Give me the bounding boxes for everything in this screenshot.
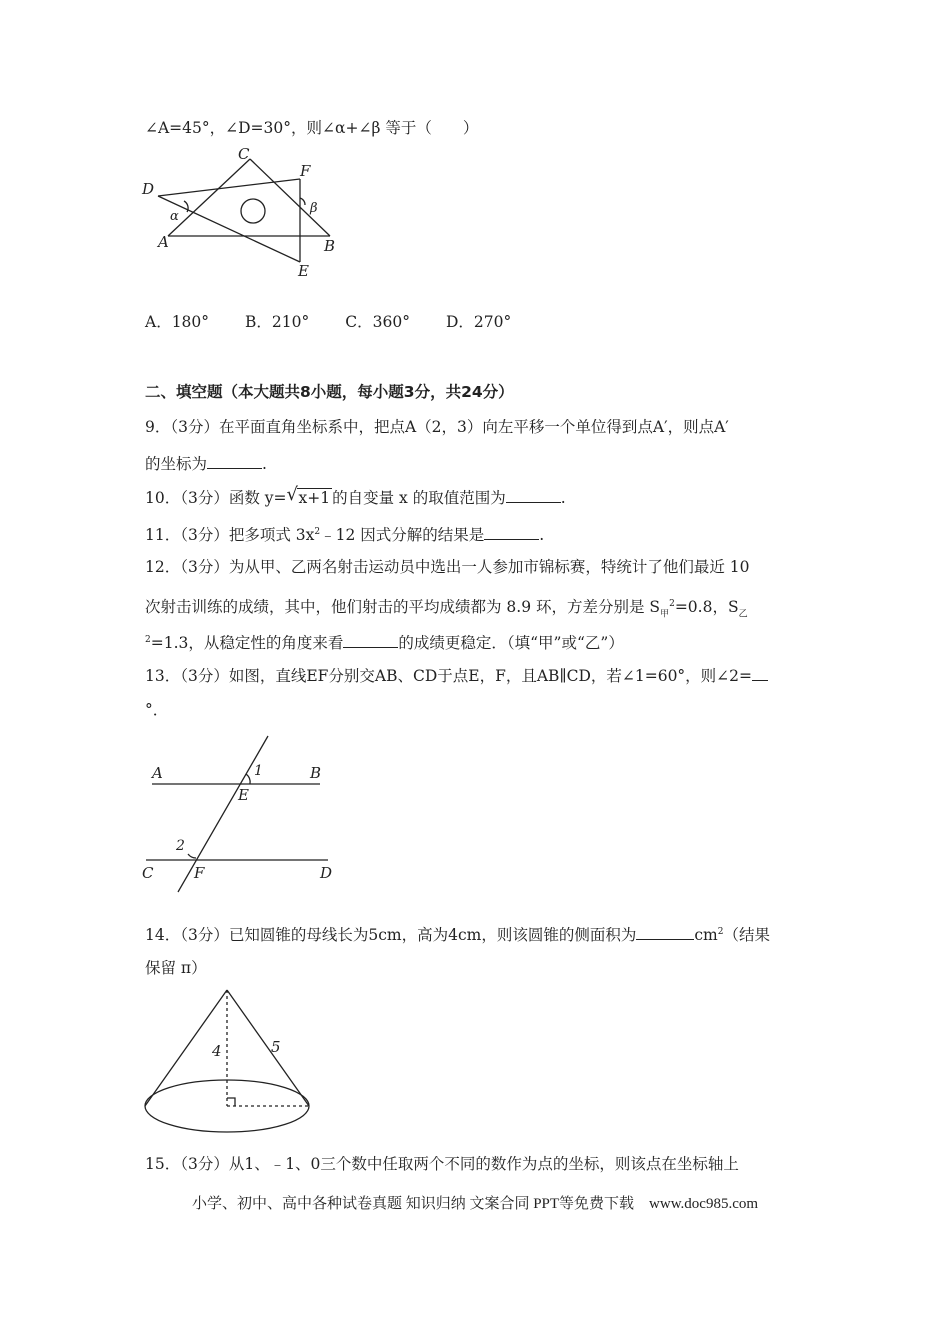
q10-answer-blank[interactable]: [506, 488, 561, 503]
q13-line1-text: 13．（3分）如图，直线EF分别交AB、CD于点E，F，且AB∥CD，若∠1=60°，则∠2=: [145, 667, 753, 685]
label-A: A: [152, 764, 163, 782]
q9-answer-blank[interactable]: [207, 454, 262, 469]
label-alpha: α: [170, 209, 179, 224]
label-E: E: [238, 786, 249, 804]
q14-answer-blank[interactable]: [636, 925, 694, 940]
option-c[interactable]: C．360°: [345, 313, 410, 331]
option-a[interactable]: A．180°: [145, 313, 210, 331]
label-beta: β: [310, 201, 318, 216]
q13-figure: [140, 732, 340, 902]
q12-line3-pre: =1.3，从稳定性的角度来看: [150, 634, 344, 653]
q8-stem: ∠A=45°，∠D=30°，则∠α+∠β 等于（ ）: [145, 119, 479, 137]
section-title: 二、填空题（本大题共8小题，每小题3分，共24分）: [145, 383, 514, 401]
q12-line2-mid: =0.8，S: [674, 598, 739, 617]
option-b[interactable]: B．210°: [245, 313, 310, 331]
q8-figure: [140, 145, 340, 280]
q9-line2-post: .: [262, 455, 267, 473]
q10-pre: 10．（3分）函数 y=: [145, 489, 287, 507]
q15-line1: 15．（3分）从1、﹣1、0三个数中任取两个不同的数作为点的坐标，则该点在坐标轴上: [145, 1155, 739, 1173]
option-d[interactable]: D．270°: [445, 313, 512, 331]
q11-end: .: [539, 526, 545, 545]
label-C: C: [142, 864, 154, 882]
q11-answer-blank[interactable]: [484, 525, 539, 540]
label-C: C: [238, 145, 250, 163]
q12-sup-yi: 2: [145, 635, 151, 645]
label-D: D: [142, 180, 155, 198]
q12-line2: [145, 594, 748, 624]
q14-cone-figure: [140, 986, 330, 1146]
q10-post: 的自变量 x 的取值范围为: [332, 489, 506, 507]
q11-post: ﹣12 因式分解的结果是: [320, 526, 485, 545]
q9-line2: [145, 454, 267, 474]
q10-radicand: x+1: [298, 489, 331, 507]
label-slant: 5: [271, 1038, 281, 1056]
label-E: E: [298, 262, 309, 280]
q14-line1-pre: 14．（3分）已知圆锥的母线长为5cm，高为4cm，则该圆锥的侧面积为: [145, 926, 637, 945]
page-footer: 小学、初中、高中各种试卷真题 知识归纳 文案合同 PPT等免费下载 www.doc985.com: [191, 1196, 759, 1212]
q12-sup-jia: 2: [669, 599, 675, 609]
q10-line: [145, 484, 566, 508]
q12-answer-blank[interactable]: [343, 633, 398, 648]
q14-line1-post: （结果: [723, 926, 770, 945]
q11-sup: 2: [314, 527, 321, 537]
q13-line2: °．: [145, 701, 169, 719]
q12-line2-pre: 次射击训练的成绩，其中，他们射击的平均成绩都为 8.9 环，方差分别是 S: [145, 598, 661, 617]
q11-line: [145, 522, 544, 545]
label-1: 1: [254, 763, 263, 779]
label-A: A: [158, 233, 169, 251]
sqrt-expression: √ x+1: [286, 484, 331, 507]
label-D: D: [320, 864, 333, 882]
q14-line2: 保留 π）: [145, 959, 207, 977]
label-height: 4: [212, 1042, 222, 1060]
q12-sub-yi: 乙: [738, 609, 748, 620]
q14-sup: 2: [717, 927, 724, 937]
q12-line3-post: 的成绩更稳定．（填“甲”或“乙”）: [398, 634, 624, 653]
q12-line3: [145, 630, 624, 653]
q13-answer-blank[interactable]: [752, 666, 768, 681]
q8-options: [145, 312, 547, 332]
label-B: B: [324, 237, 336, 255]
q9-line2-pre: 的坐标为: [145, 455, 208, 473]
q14-line1: [145, 922, 770, 945]
q13-line1: [145, 666, 768, 686]
label-2: 2: [176, 838, 185, 854]
label-F: F: [300, 162, 311, 180]
q10-end: .: [560, 489, 566, 507]
q9-line1: 9．（3分）在平面直角坐标系中，把点A（2，3）向左平移一个单位得到点A′，则点A′: [145, 418, 729, 436]
q12-sub-jia: 甲: [660, 609, 670, 620]
label-F: F: [194, 864, 205, 882]
q14-unit: cm: [694, 926, 718, 945]
q11-pre: 11．（3分）把多项式 3x: [145, 526, 315, 545]
label-B: B: [310, 764, 322, 782]
q12-line1: 12．（3分）为从甲、乙两名射击运动员中选出一人参加市锦标赛，特统计了他们最近 10: [145, 558, 750, 576]
